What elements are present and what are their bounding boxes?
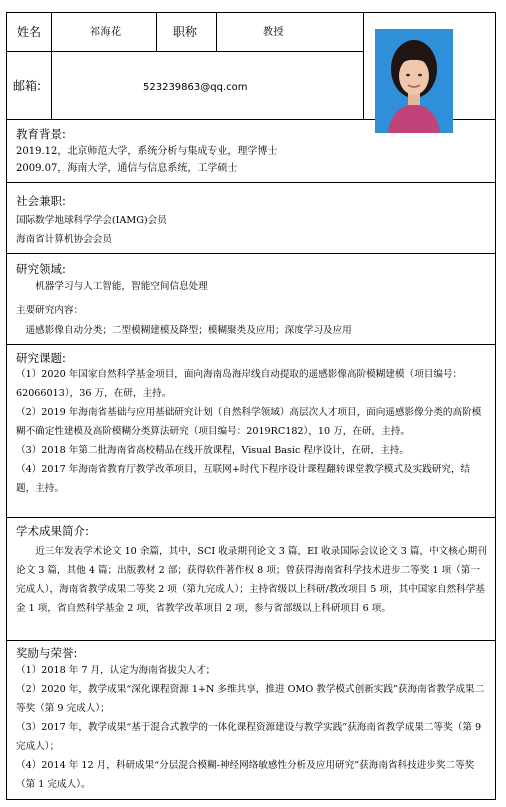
name-value: 祁海花 bbox=[90, 27, 122, 38]
section-divider-projects bbox=[7, 517, 495, 518]
section-divider-research-field bbox=[7, 344, 495, 345]
achievements-body bbox=[16, 542, 487, 618]
awards-title: 奖励与荣誉: bbox=[16, 646, 78, 660]
col-divider-2 bbox=[156, 13, 157, 51]
col-divider-1 bbox=[51, 13, 52, 119]
social-body bbox=[16, 211, 487, 249]
education-line: 2019.12，北京师范大学，系统分析与集成专业，理学博士 bbox=[16, 146, 278, 157]
email-label: 邮箱: bbox=[13, 79, 42, 93]
social-title: 社会兼职: bbox=[16, 194, 66, 208]
col-divider-photo bbox=[363, 13, 364, 119]
portrait-icon bbox=[375, 29, 453, 133]
project-item: （1）2020 年国家自然科学基金项目，面向海南岛海岸线自动提取的遥感影像高阶模糊建模（项目编号：62066013），36 万，在研，主持。 bbox=[16, 369, 463, 399]
education-line: 2009.07，海南大学，通信与信息系统，工学硕士 bbox=[16, 163, 238, 174]
project-item: （4）2017 年海南省教育厅教学改革项目，互联网+时代下程序设计课程翻转课堂教学模式及实践研究，结题，主持。 bbox=[16, 464, 471, 494]
resume-table bbox=[6, 12, 496, 800]
email-value: 523239863@qq.com bbox=[143, 82, 248, 93]
awards-body bbox=[16, 661, 487, 794]
education-body bbox=[16, 143, 487, 177]
award-item: （2）2020 年，教学成果“深化课程资源 1+N 多维共享，推进 OMO 教学模式创新实践”获海南省教学成果二等奖（第 9 完成人）； bbox=[16, 684, 485, 714]
section-divider-education bbox=[7, 182, 495, 183]
research-field-line: 主要研究内容： bbox=[16, 305, 84, 316]
education-title: 教育背景: bbox=[16, 127, 66, 141]
social-line: 国际数学地球科学学会(IAMG)会员 bbox=[16, 215, 167, 226]
award-item: （1）2018 年 7 月，认定为海南省拔尖人才； bbox=[16, 665, 216, 676]
research-field-title: 研究领域: bbox=[16, 262, 66, 276]
title-label: 职称 bbox=[173, 25, 198, 39]
project-item: （2）2019 年海南省基础与应用基础研究计划（自然科学领域）高层次人才项目，面向遥感影像分类的高阶模糊不确定性建模及高阶模糊分类算法研究（项目编号：2019RC182），10 万，在研，主持。 bbox=[16, 407, 482, 437]
portrait-photo bbox=[375, 29, 453, 133]
title-value: 教授 bbox=[263, 27, 284, 38]
achievements-text: 近三年发表学术论文 10 余篇，其中，SCI 收录期刊论文 3 篇，EI 收录国际会议论文 3 篇，中文核心期刊论文 3 篇，其他 4 篇；出版教材 2 部；获得软件著作权 8 项；曾获得海南省科学技术进步二等奖 1 项（第一完成人），海南省教学成果二等奖 2 项（第九完成人）；主持省级以上科研/教改项目 5 项，其中国家自然科学基金 1 项，省自然科学基金 2 项，省教学改革项目 2 项，参与省部级以上科研项目 6 项。 bbox=[16, 546, 487, 614]
name-label: 姓名 bbox=[17, 25, 42, 39]
project-item: （3）2018 年第二批海南省高校精品在线开放课程，Visual Basic 程序设计，在研，主持。 bbox=[16, 445, 409, 456]
section-divider-achievements bbox=[7, 640, 495, 641]
research-field-body bbox=[16, 277, 487, 341]
col-divider-3 bbox=[216, 13, 217, 51]
achievements-title: 学术成果简介: bbox=[16, 524, 89, 538]
research-field-line: 遥感影像自动分类；二型模糊建模及降型；模糊聚类及应用；深度学习及应用 bbox=[25, 325, 352, 336]
header-row-divider bbox=[7, 51, 363, 52]
projects-title: 研究课题: bbox=[16, 351, 66, 365]
award-item: （4）2014 年 12 月，科研成果“分层混合模糊-神经网络敏感性分析及应用研究”获海南省科技进步奖二等奖（第 1 完成人）。 bbox=[16, 760, 475, 790]
section-divider-social bbox=[7, 253, 495, 254]
projects-body bbox=[16, 365, 487, 498]
award-item: （3）2017 年，教学成果“基于混合式教学的一体化课程资源建设与教学实践”获海南省教学成果二等奖（第 9 完成人）； bbox=[16, 722, 482, 752]
social-line: 海南省计算机协会会员 bbox=[16, 234, 112, 245]
research-field-line: 机器学习与人工智能，智能空间信息处理 bbox=[35, 281, 208, 292]
